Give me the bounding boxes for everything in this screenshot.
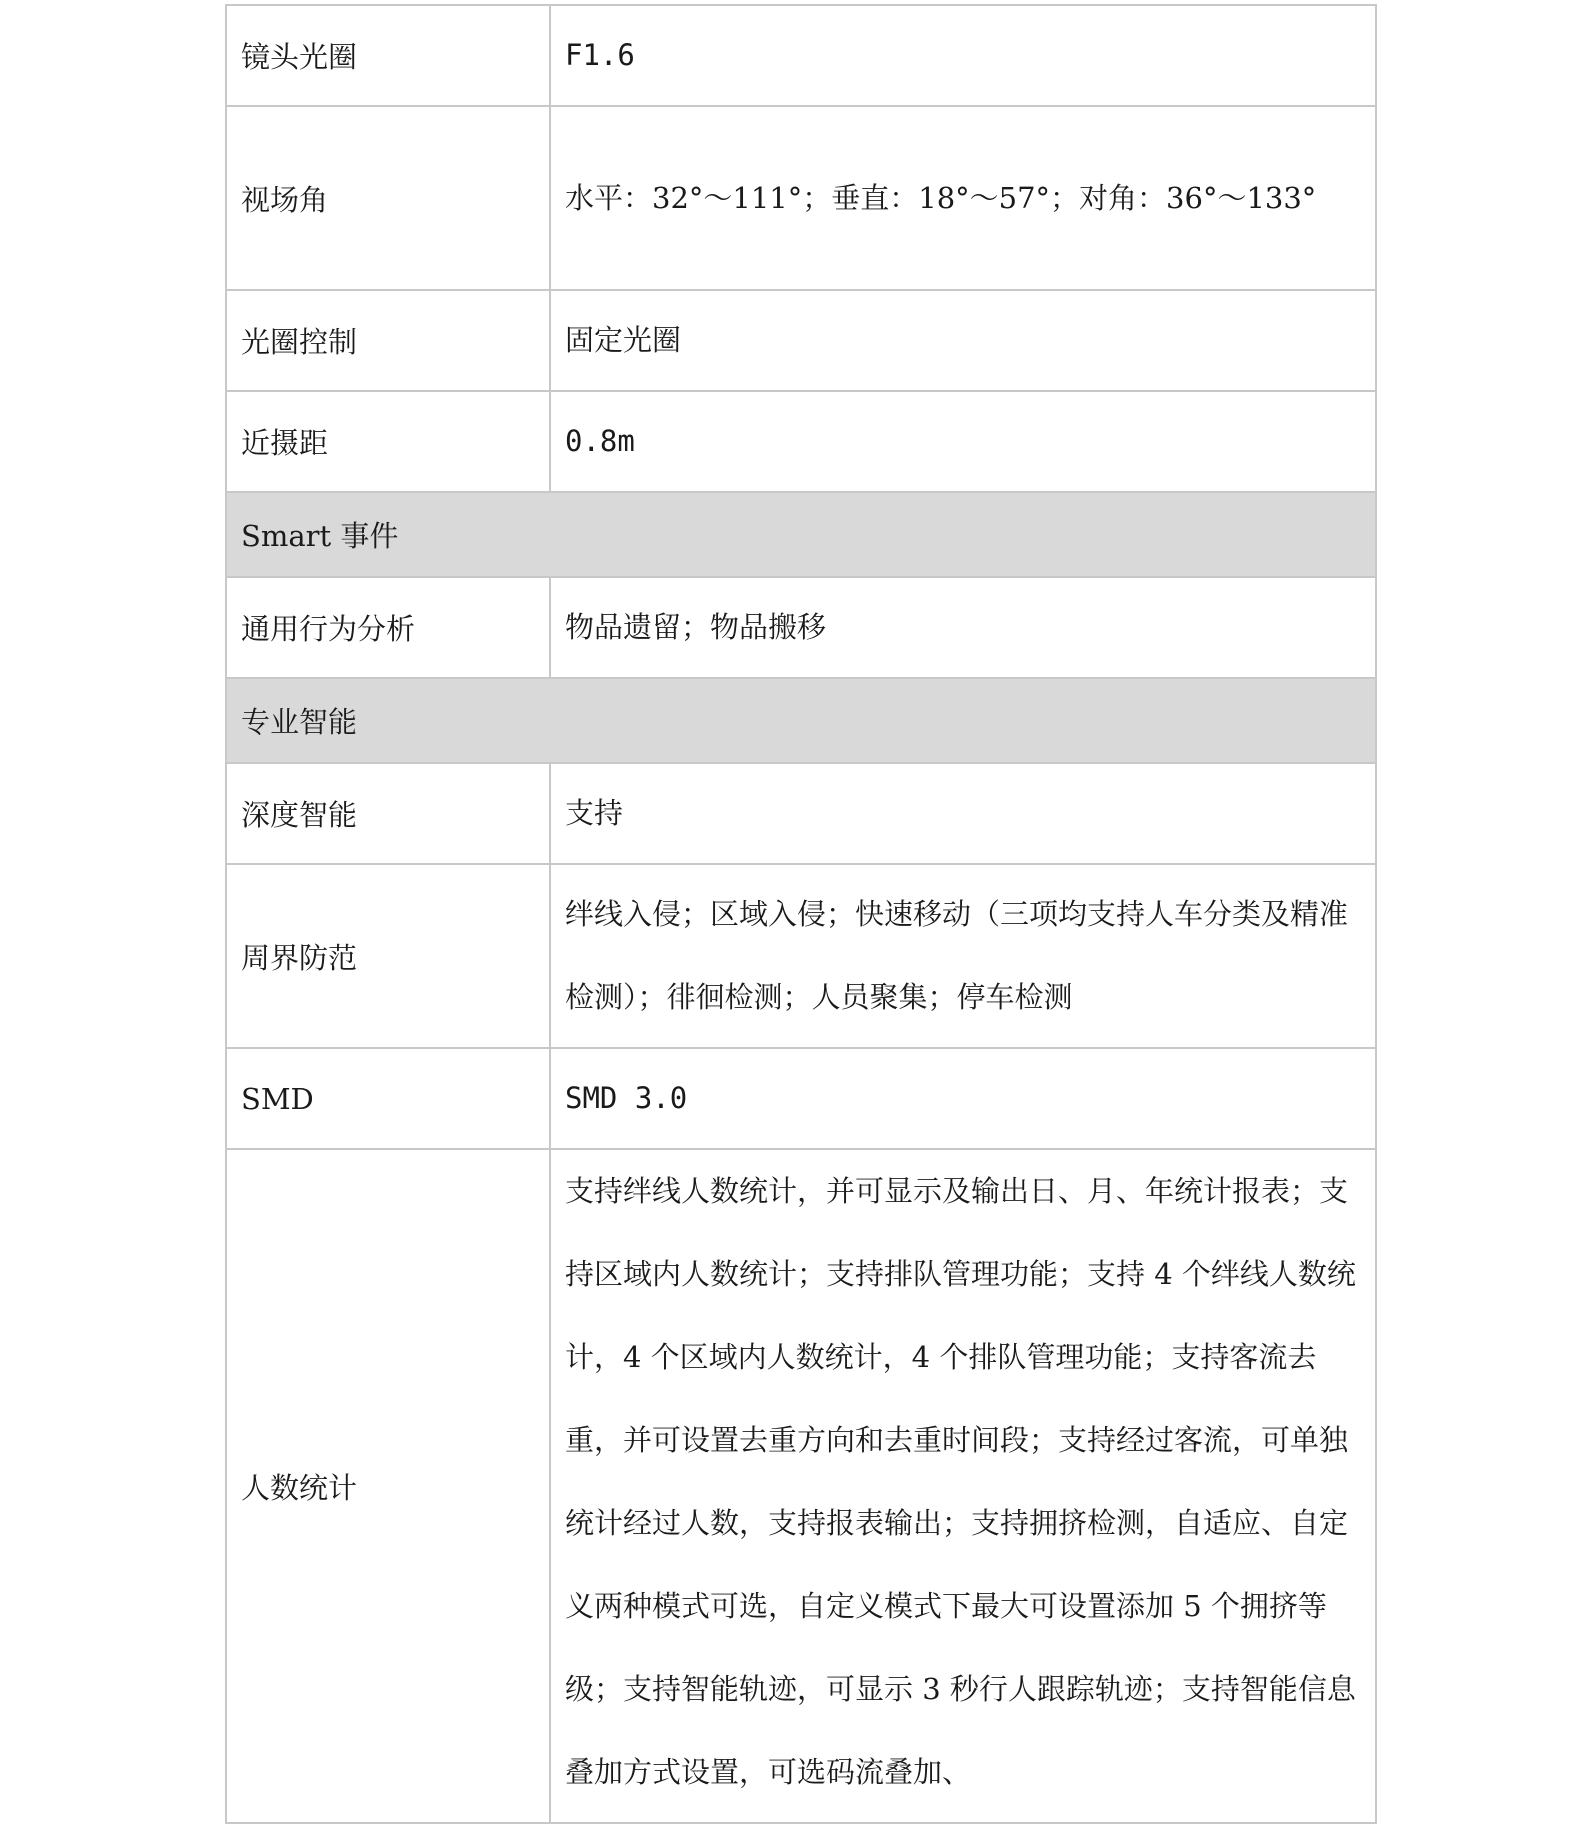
row-value: 物品遗留；物品搬移 <box>550 577 1376 678</box>
table-row-lens-aperture <box>226 5 1376 106</box>
row-label: 光圈控制 <box>226 290 550 391</box>
row-label: 深度智能 <box>226 763 550 864</box>
table-row-min-focus-distance <box>226 391 1376 492</box>
row-label: 人数统计 <box>226 1149 550 1823</box>
table-row-behavior-analysis <box>226 577 1376 678</box>
row-value: 支持绊线人数统计，并可显示及输出日、月、年统计报表；支持区域内人数统计；支持排队管理功能；支持 4 个绊线人数统计，4 个区域内人数统计，4 个排队管理功能；支持客流去重，并可设置去重方向和去重时间段；支持经过客流，可单独统计经过人数，支持报表输出；支持拥挤检测，自适应、自定义两种模式可选，自定义模式下最大可设置添加 5 个拥挤等级；支持智能轨迹，可显示 3 秒行人跟踪轨迹；支持智能信息叠加方式设置，可选码流叠加、 <box>550 1149 1376 1823</box>
row-label: 通用行为分析 <box>226 577 550 678</box>
row-label: 周界防范 <box>226 864 550 1048</box>
spec-table <box>225 4 1377 1824</box>
row-value: SMD 3.0 <box>550 1048 1376 1149</box>
row-label: 视场角 <box>226 106 550 290</box>
table-row-iris-control <box>226 290 1376 391</box>
row-value: F1.6 <box>550 5 1376 106</box>
row-value: 支持 <box>550 763 1376 864</box>
table-row-deep-intelligence <box>226 763 1376 864</box>
row-label: 镜头光圈 <box>226 5 550 106</box>
row-label: 近摄距 <box>226 391 550 492</box>
section-row-pro-intelligence <box>226 678 1376 763</box>
section-title: 专业智能 <box>226 678 1376 763</box>
table-row-people-counting <box>226 1149 1376 1823</box>
row-value: 水平：32°～111°；垂直：18°～57°；对角：36°～133° <box>550 106 1376 290</box>
section-title: Smart 事件 <box>226 492 1376 577</box>
row-value: 0.8m <box>550 391 1376 492</box>
row-label: SMD <box>226 1048 550 1149</box>
section-row-smart-events <box>226 492 1376 577</box>
row-value: 绊线入侵；区域入侵；快速移动（三项均支持人车分类及精准检测）；徘徊检测；人员聚集；停车检测 <box>550 864 1376 1048</box>
table-row-smd <box>226 1048 1376 1149</box>
table-row-field-of-view <box>226 106 1376 290</box>
table-row-perimeter-protection <box>226 864 1376 1048</box>
row-value: 固定光圈 <box>550 290 1376 391</box>
